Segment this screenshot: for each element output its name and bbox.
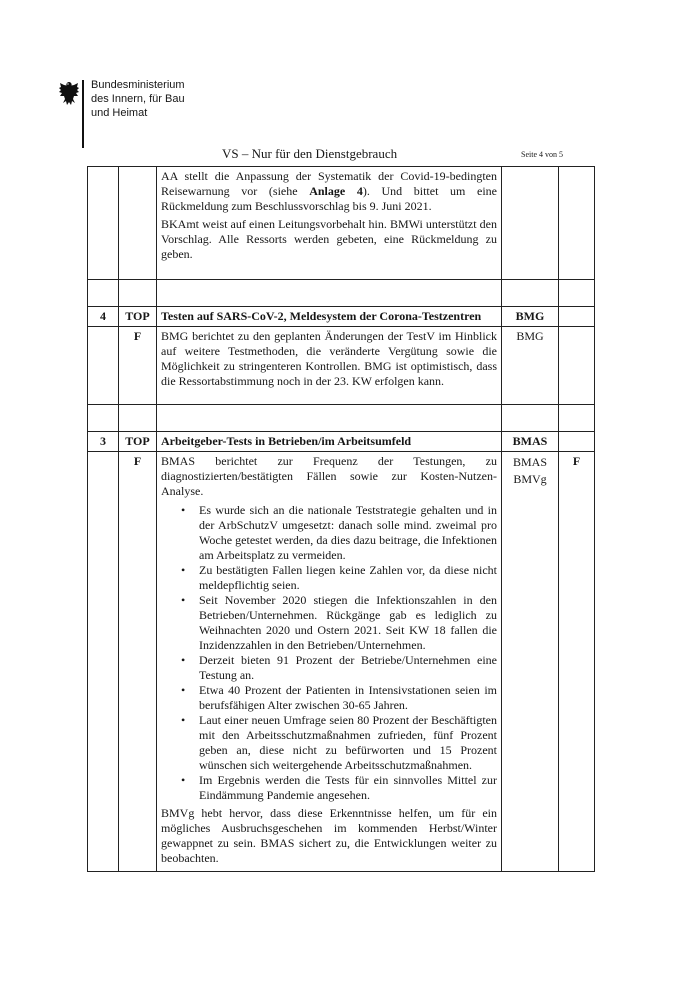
list-item [181,773,497,803]
paragraph-bmg: BMG berichtet zu den geplanten Änderungen der TestV im Hinblick auf weitere Testmethoden, die veränderte Vergütung sowie die Möglichkeit zu stringenteren Kontrollen. BMG ist optimistisch, dass die Ressortabstimmung noch in der 23. KW erfolgen kann. [161,329,497,388]
findings-list [161,503,497,803]
cell-empty [502,405,559,432]
cell-num [88,452,119,872]
status-flag: F [559,452,595,872]
letterhead-divider [82,80,84,148]
responsible-ministry: BMVg [513,472,547,486]
text-span: AA stellt die Anpassung der Systematik der Covid-19-bedingten Reisewarnung vor (siehe [161,169,497,198]
page-number: Seite 4 von 5 [521,150,563,159]
table-row-top [88,432,595,452]
cell-flag [559,307,595,327]
bullet-icon: • [181,563,186,577]
paragraph-bmas-intro: BMAS berichtet zur Frequenz der Testungen, zu diagnostizierten/bestätigten Fällen sowie zur Kosten-Nutzen-Analyse. [161,454,497,498]
table-row-top [88,307,595,327]
table-row [88,327,595,405]
cell-flag [559,167,595,280]
cell-flag [559,432,595,452]
table-row-spacer [88,405,595,432]
paragraph-bmvg: BMVg hebt hervor, dass diese Erkenntnisse helfen, um für ein mögliches Ausbruchsgeschehen im kommenden Herbst/Winter gewappnet zu sein. BMAS sichert zu, die Entwicklungen weiter zu beobachten. [161,806,497,865]
table-row [88,167,595,280]
list-item [181,683,497,713]
list-item-text: Seit November 2020 stiegen die Infektionszahlen in den Betrieben/Unternehmen. Rückgänge gab es lediglich zu Weihnachten 2020 und Ostern 2021. Seit KW 18 fallen die Inzidenzzahlen in den Betrieben/Unternehmen. [199,593,497,652]
cell-empty [88,280,119,307]
ministry-name [91,78,185,120]
list-item [181,563,497,593]
row-type: F [119,452,157,872]
responsible-ministry: BMAS [512,455,547,469]
list-item [181,713,497,773]
cell-text [157,167,502,280]
cell-flag [559,327,595,405]
list-item-text: Derzeit bieten 91 Prozent der Betriebe/Unternehmen eine Testung an. [199,653,497,682]
minutes-table [87,166,595,872]
responsible-ministries [502,452,559,872]
cell-text [157,452,502,872]
bullet-icon: • [181,683,186,697]
list-item-text: Laut einer neuen Umfrage seien 80 Prozent der Beschäftigten mit den Arbeitsschutzmaßnahmen zufrieden, fünf Prozent geben an, diese nicht zu befürworten und 15 Prozent wünschen sich weitergehende Arbeitsschutzmaßnahmen. [199,713,497,772]
classification-label: VS – Nur für den Dienstgebrauch [222,146,398,161]
top-number: 3 [88,432,119,452]
list-item-text: Etwa 40 Prozent der Patienten in Intensivstationen seien im berufsfähigen Alter zwischen 30-65 Jahren. [199,683,497,712]
cell-empty [502,280,559,307]
bullet-icon: • [181,593,186,607]
cell-num [88,327,119,405]
bullet-icon: • [181,503,186,517]
cell-empty [157,405,502,432]
bullet-icon: • [181,713,186,727]
responsible-ministry: BMG [502,307,559,327]
bullet-icon: • [181,653,186,667]
ministry-line-2: des Innern, für Bau [91,93,185,105]
cell-empty [119,280,157,307]
list-item [181,653,497,683]
list-item [181,593,497,653]
responsible-ministry: BMAS [502,432,559,452]
text-span: ). Und bittet um eine Rückmeldung zum Beschlussvorschlag bis 9. Juni 2021. [161,184,498,213]
top-number: 4 [88,307,119,327]
list-item-text: Im Ergebnis werden die Tests für ein sinnvolles Mittel zur Eindämmung Pandemie angesehen. [199,773,497,802]
bullet-icon: • [181,773,186,787]
ministry-line-1: Bundesministerium [91,79,185,91]
cell-empty [88,405,119,432]
row-type: TOP [119,432,157,452]
federal-eagle-icon [58,80,80,108]
cell-empty [157,280,502,307]
cell-resp [502,167,559,280]
table-row-spacer [88,280,595,307]
row-type: TOP [119,307,157,327]
table-row [88,452,595,872]
annex-reference: Anlage 4 [309,184,363,198]
paragraph-bkamt: BKAmt weist auf einen Leitungsvorbehalt hin. BMWi unterstützt den Vorschlag. Alle Ressorts werden gebeten, eine Rückmeldung zu geben. [161,217,497,261]
cell-empty [559,280,595,307]
list-item-text: Zu bestätigten Fallen liegen keine Zahlen vor, da diese nicht meldepflichtig seien. [199,563,497,592]
list-item [181,503,497,563]
top-title: Testen auf SARS-CoV-2, Meldesystem der Corona-Testzentren [157,307,502,327]
cell-num [88,167,119,280]
top-title: Arbeitgeber-Tests in Betrieben/im Arbeitsumfeld [157,432,502,452]
cell-empty [559,405,595,432]
ministry-line-3: und Heimat [91,107,148,119]
row-type: F [119,327,157,405]
cell-empty [119,405,157,432]
paragraph-aa [161,169,497,214]
cell-type [119,167,157,280]
cell-text [157,327,502,405]
responsible-ministry: BMG [502,327,559,405]
list-item-text: Es wurde sich an die nationale Teststrategie gehalten und in der ArbSchutzV umgesetzt: danach solle mind. zweimal pro Woche getestet werden, da dies dazu beitrage, die Infektionen am Arbeitsplatz zu vermeiden. [199,503,497,562]
